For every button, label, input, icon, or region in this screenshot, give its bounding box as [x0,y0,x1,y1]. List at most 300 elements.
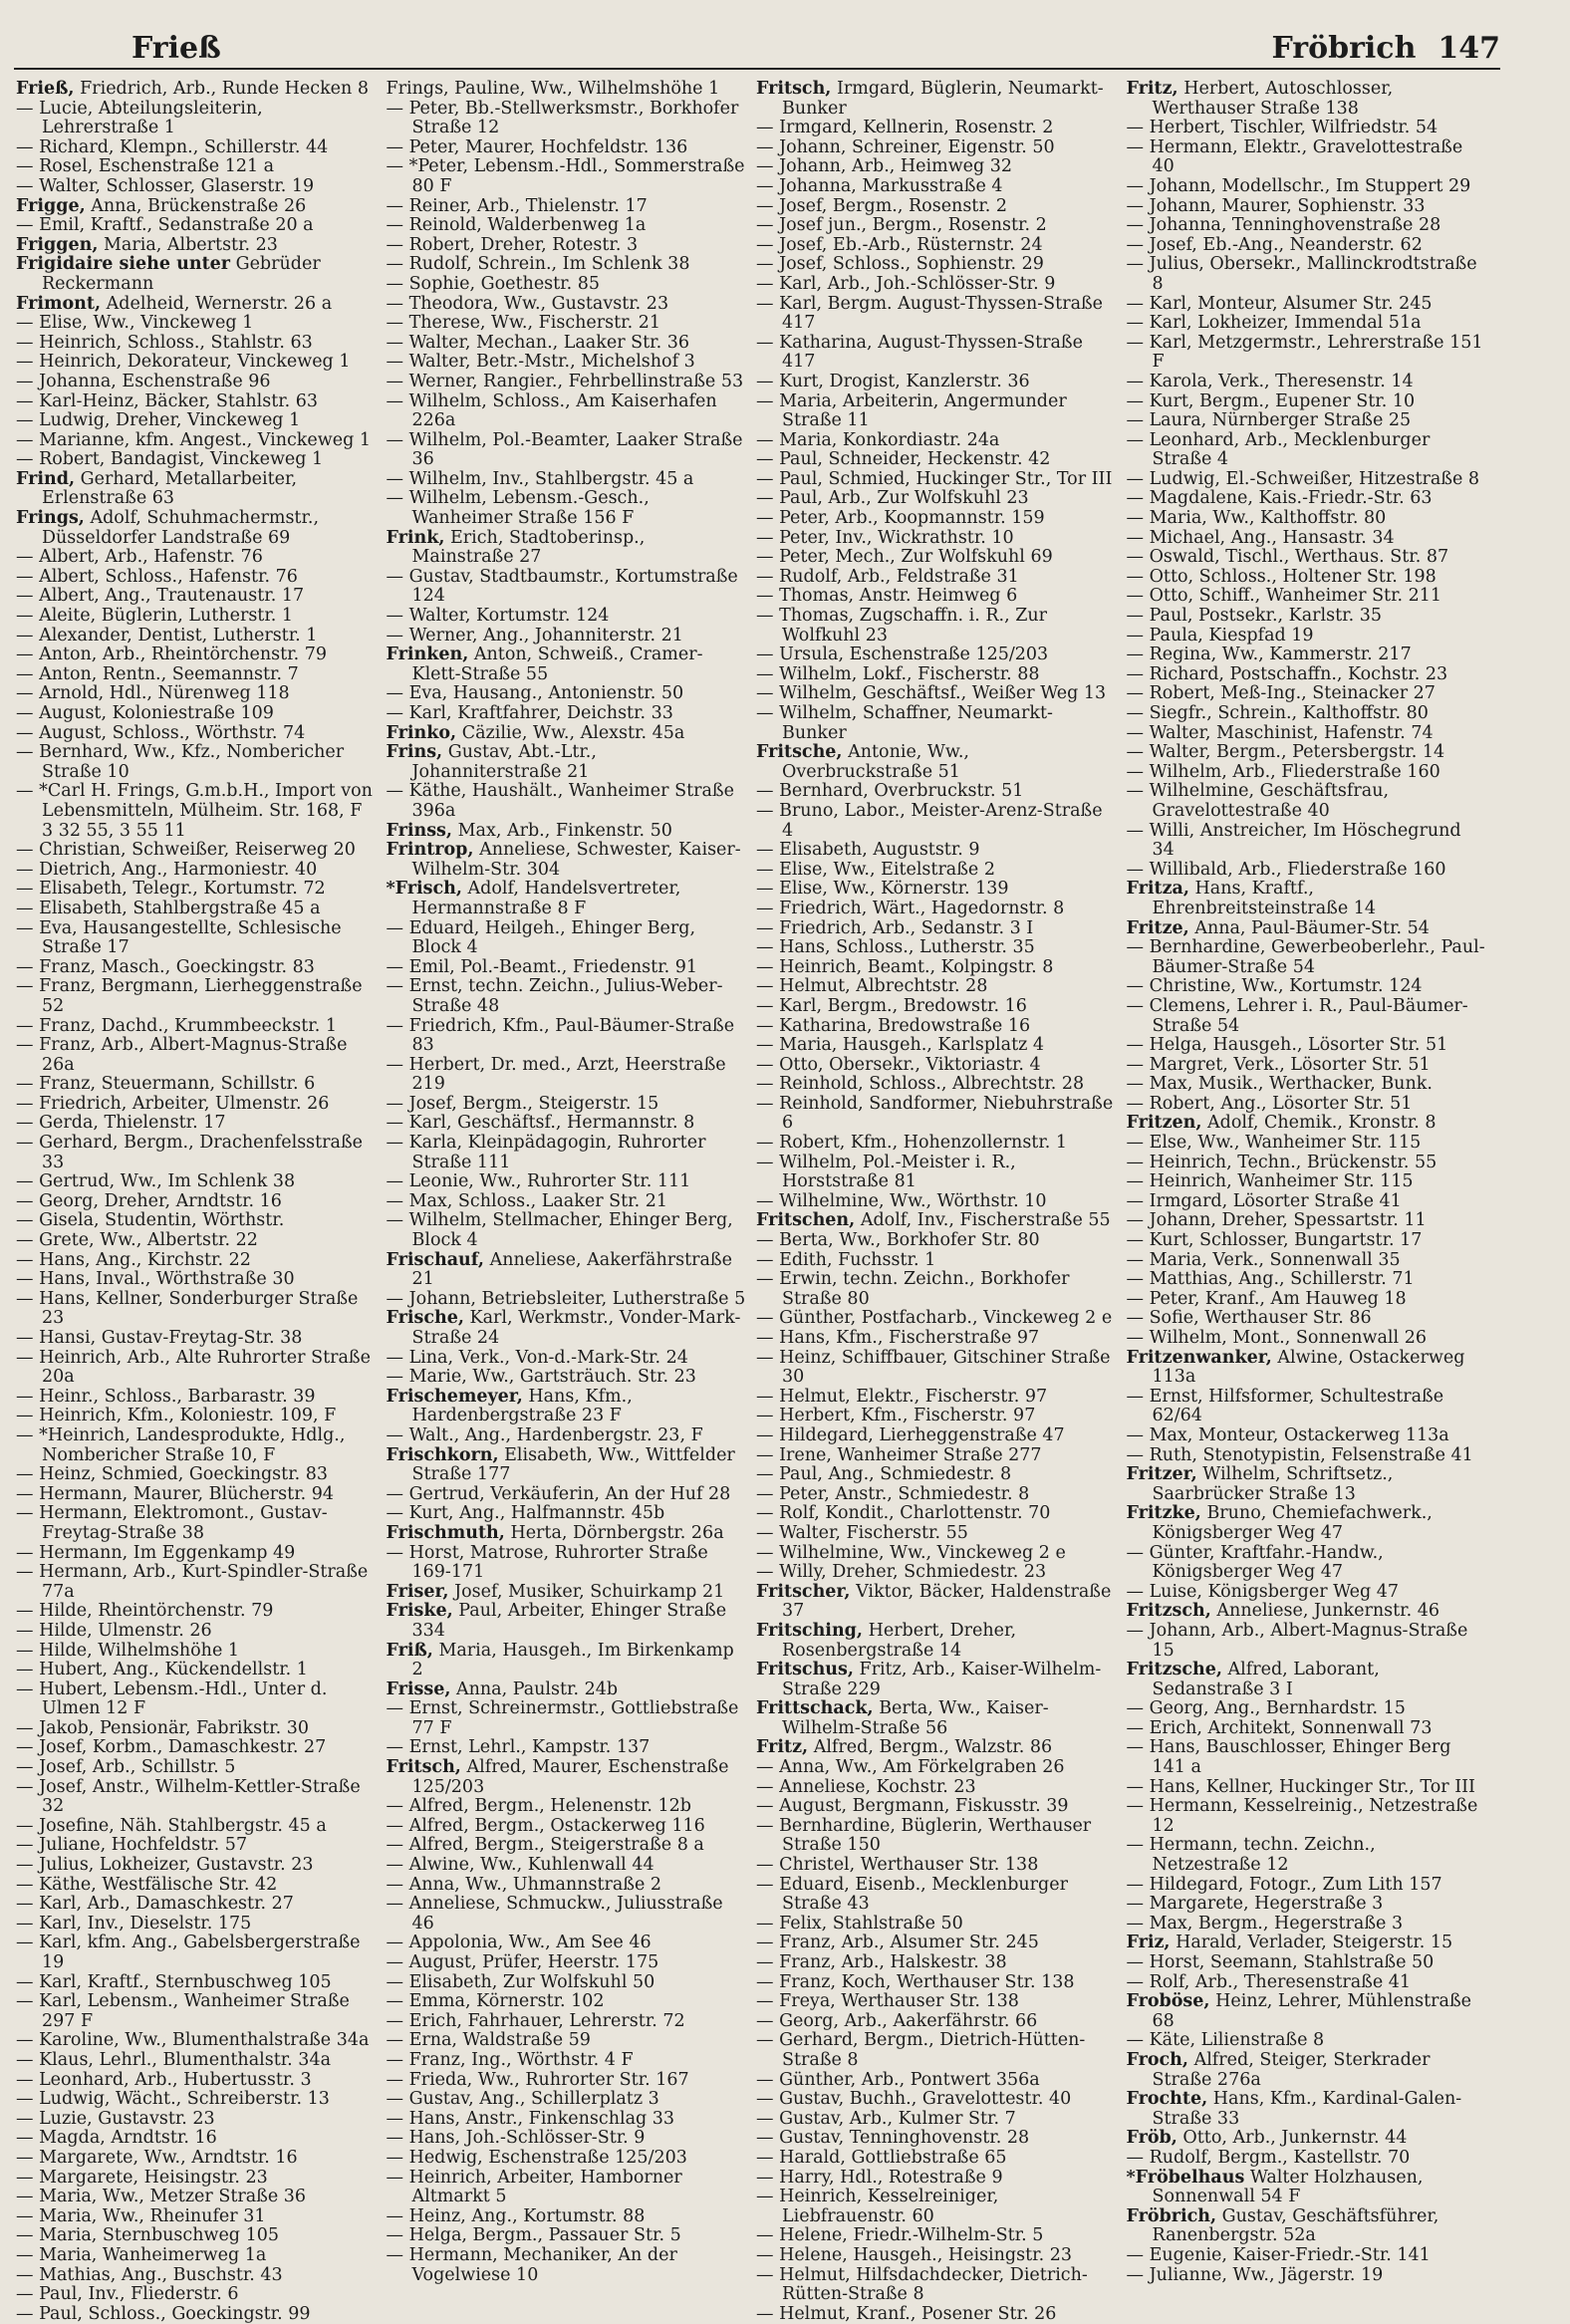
entry-details: — Josef, Anstr., Wilhelm-Kettler-Straße 32 [16,1776,361,1817]
directory-entry [16,2246,377,2266]
directory-entry-surname [16,80,377,100]
directory-entry [756,2090,1117,2110]
entry-details: — Willibald, Arb., Fliederstraße 160 [1126,859,1446,880]
surname: Fritzsche, [1126,1660,1222,1680]
entry-details: — Julius, Obersekr., Mallinckrodtstraße 8 [1126,254,1477,294]
directory-entry [756,373,1117,392]
entry-details: — Franz, Bergmann, Lierheggenstraße 52 [16,976,363,1016]
entry-details: — Ernst, techn. Zeichn., Julius-Weber-Straße 48 [386,976,723,1016]
directory-entry [16,1602,377,1622]
directory-entry [16,1134,377,1172]
entry-details: — Christine, Ww., Kortumstr. 124 [1126,976,1423,997]
directory-entry [387,1934,747,1953]
entry-details: — Margarete, Hegerstraße 3 [1126,1894,1384,1915]
directory-entry [387,684,747,704]
entry-details: — Karola, Verk., Theresenstr. 14 [1126,371,1414,391]
entry-details: — Franz, Arb., Albert-Magnus-Straße 26a [16,1035,348,1075]
directory-entry [756,1485,1117,1505]
directory-entry [756,1973,1117,1993]
entry-details: Max, Arb., Finkenstr. 50 [457,820,672,841]
entry-details: — Kurt, Schlosser, Bungartstr. 17 [1126,1230,1423,1251]
entry-details: — Robert, Ang., Lösorter Str. 51 [1126,1093,1413,1114]
entry-details: — Karl, Monteur, Alsumer Str. 245 [1126,293,1433,314]
directory-entry [387,2129,747,2149]
directory-entry [16,450,377,470]
entry-details: — Anna, Ww., Am Förkelgraben 26 [756,1757,1065,1778]
entry-details: Walter Holzhausen, Sonnenwall 54 F [1152,2167,1424,2207]
entry-details: — Erwin, techn. Zeichn., Borkhofer Straße 80 [756,1269,1070,1309]
entry-details: Anna, Brückenstraße 26 [91,195,307,216]
surname: Fritsch, [756,79,832,99]
directory-entry [387,1953,747,1973]
surname: Frimont, [16,293,102,314]
directory-entry [16,704,377,724]
entry-details: — Eugenie, Kaiser-Friedr.-Str. 141 [1126,2244,1431,2265]
directory-entry [16,411,377,431]
directory-entry [16,373,377,392]
directory-entry-surname [756,743,1117,782]
directory-entry [756,509,1117,529]
directory-entry-surname [16,509,377,548]
entry-details: — Hilde, Wilhelmshöhe 1 [16,1640,240,1661]
entry-details: — Berta, Ww., Borkhofer Str. 80 [756,1230,1040,1251]
directory-entry [16,2285,377,2305]
entry-details: — Käthe, Westfälische Str. 42 [16,1874,278,1895]
directory-entry-surname [1127,80,1487,119]
directory-entry-surname [1127,1934,1487,1953]
entry-details: — Heinrich, Beamt., Kolpingstr. 8 [756,956,1054,977]
directory-entry [756,2169,1117,2189]
directory-entry [1127,724,1487,744]
surname: Fritzen, [1126,1113,1202,1134]
entry-details: — Harald, Gottliebstraße 65 [756,2147,1007,2168]
directory-entry [387,1368,747,1388]
entry-details: Alfred, Maurer, Eschenstraße 125/203 [411,1757,729,1797]
entry-details: — Dietrich, Ang., Harmoniestr. 40 [16,859,318,880]
entry-details: — Friedrich, Arbeiter, Ulmenstr. 26 [16,1093,330,1114]
column-4 [1127,80,1487,2324]
directory-entry [16,958,377,978]
directory-entry [1127,1134,1487,1154]
directory-entry [16,2090,377,2110]
entry-details: — Magda, Arndtstr. 16 [16,2128,217,2149]
directory-entry [756,1544,1117,1564]
directory-entry [1127,1036,1487,1056]
directory-entry [756,919,1117,939]
directory-entry [387,236,747,256]
directory-entry [16,861,377,881]
entry-details: Anna, Paul-Bäumer-Str. 54 [1194,917,1430,938]
entry-details: Josef, Musiker, Schuirkamp 21 [454,1581,725,1602]
entry-details: — Elise, Ww., Eitelstraße 2 [756,859,995,880]
directory-entry [1127,1192,1487,1212]
entry-details: — Karl-Heinz, Bäcker, Stahlstr. 63 [16,390,319,411]
entry-details: — Maria, Ww., Metzer Straße 36 [16,2187,307,2207]
entry-details: — Lucie, Abteilungsleiterin, Lehrerstraße 1 [16,98,263,138]
entry-details: — Christel, Werthauser Str. 138 [756,1855,1039,1876]
directory-entry [387,958,747,978]
directory-entry [16,568,377,588]
entry-details: Anton, Schweiß., Cramer-Klett-Straße 55 [411,645,703,684]
entry-details: — Walter, Bergm., Petersbergstr. 14 [1126,742,1445,763]
directory-entry [1127,1231,1487,1251]
directory-entry [756,958,1117,978]
surname: Froch, [1126,2049,1188,2070]
entry-details: — Eva, Hausangestellte, Schlesische Straße 17 [16,917,342,958]
entry-details: — Hansi, Gustav-Freytag-Str. 38 [16,1328,303,1348]
directory-entry [16,880,377,900]
surname: Fritschen, [756,1210,856,1231]
entry-details: — Wilhelm, Stellmacher, Ehinger Berg, Block 4 [386,1210,733,1251]
entry-details: — Wilhelm, Pol.-Meister i. R., Horststraße 81 [756,1152,1016,1192]
entry-details: — Ernst, Lehrl., Kampstr. 137 [386,1737,651,1758]
entry-details: — Bernhard, Ww., Kfz., Nombericher Straße 10 [16,742,345,782]
directory-entry [1127,529,1487,549]
entry-details: — Karl, Metzgermstr., Lehrerstraße 151 F [1126,332,1483,373]
entry-details: — Karl, kfm. Ang., Gabelsbergerstraße 19 [16,1933,361,1972]
surname: Frigidaire siehe unter [16,254,231,275]
entry-details: — Luzie, Gustavstr. 23 [16,2108,215,2129]
entry-details: — Josef, Korbm., Damaschkestr. 27 [16,1737,327,1758]
directory-entry [1127,1738,1487,1777]
entry-details: — Sofie, Werthauser Str. 86 [1126,1308,1372,1329]
entry-details: — Rosel, Eschenstraße 121 a [16,156,275,177]
entry-details: — Hermann, Elektr., Gravelottestraße 40 [1126,136,1463,177]
surname: *Fröbelhaus [1126,2167,1245,2188]
entry-details: — Hermann, Maurer, Blücherstr. 94 [16,1483,335,1504]
column-2 [387,80,747,2324]
surname: Fritsche, [756,742,843,763]
entry-details: — Franz, Masch., Goeckingstr. 83 [16,956,315,977]
entry-details: — Rolf, Kondit., Charlottenstr. 70 [756,1503,1051,1524]
directory-entry [756,1778,1117,1798]
entry-details: — Otto, Schiff., Wanheimer Str. 211 [1126,586,1442,607]
directory-entry [1127,295,1487,315]
entry-details: — Friedrich, Kfm., Paul-Bäumer-Straße 83 [386,1015,735,1056]
entry-details: — Maria, Verk., Sonnenwall 35 [1126,1249,1401,1270]
directory-entry [756,1134,1117,1154]
directory-entry [1127,1154,1487,1173]
directory-entry [16,431,377,451]
entry-details: — Bernhard, Overbruckstr. 51 [756,781,1024,802]
directory-entry [16,646,377,665]
directory-entry [1127,1388,1487,1426]
page-number: 147 [1438,31,1500,66]
entry-details: — Peter, Anstr., Schmiedestr. 8 [756,1483,1030,1504]
entry-details: — August, Koloniestraße 109 [16,703,274,723]
entry-details: Berta, Ww., Kaiser-Wilhelm-Straße 56 [782,1698,1049,1738]
directory-entry [756,1817,1117,1856]
directory-entry [387,275,747,295]
entry-details: — Gerda, Thielenstr. 17 [16,1113,226,1134]
directory-entry [387,1836,747,1856]
entry-details: — Rudolf, Arb., Feldstraße 31 [756,566,1019,587]
directory-entry-surname [756,1622,1117,1661]
directory-entry [16,2266,377,2286]
entry-details: Herbert, Dreher, Rosenbergstraße 14 [782,1620,1017,1661]
entry-details: — Christian, Schweißer, Reiserweg 20 [16,840,356,861]
entry-details: — Margret, Verk., Lösorter Str. 51 [1126,1054,1431,1075]
directory-entry [1127,1329,1487,1349]
entry-details: — Heinrich, Wanheimer Str. 115 [1126,1171,1414,1192]
directory-entry [16,177,377,197]
entry-details: — Lina, Verk., Von-d.-Mark-Str. 24 [386,1347,688,1368]
directory-entry [387,607,747,627]
directory-entry [16,216,377,236]
surname: Frintrop, [386,840,474,861]
directory-entry [756,587,1117,607]
entry-details: Alwine, Ostackerweg 113a [1152,1347,1465,1388]
entry-details: — Emil, Kraftf., Sedanstraße 20 a [16,215,314,236]
directory-entry [756,2266,1117,2305]
entry-details: — Wilhelmine, Geschäftsfrau, Gravelottestraße 40 [1126,781,1390,821]
column-1 [16,80,377,2324]
entry-details: — Alfred, Bergm., Ostackerweg 116 [386,1815,705,1836]
entry-details: — Gertrud, Ww., Im Schlenk 38 [16,1171,296,1192]
directory-entry [756,1446,1117,1466]
directory-entry [1127,861,1487,881]
directory-entry-surname [756,1661,1117,1699]
directory-entry [16,1895,377,1915]
entry-details: — Hans, Kfm., Fischerstraße 97 [756,1328,1040,1348]
directory-entry [756,255,1117,275]
entry-details: — Walter, Fischerstr. 55 [756,1522,968,1543]
directory-entry [16,1973,377,1993]
directory-entry [16,977,377,1016]
entry-details: — Heinrich, Kfm., Koloniestr. 109, F [16,1406,337,1426]
surname: Friz, [1126,1933,1171,1953]
entry-details: — Erna, Waldstraße 59 [386,2030,591,2051]
directory-entry [1127,1290,1487,1310]
directory-entry [756,1934,1117,1953]
entry-details: — Otto, Schloss., Holtener Str. 198 [1126,566,1437,587]
surname: Fritsch, [386,1757,461,1778]
directory-entry [756,1056,1117,1076]
entry-details: Gustav, Abt.-Ltr., Johanniterstraße 21 [411,742,597,782]
surname: Frings, [16,508,85,529]
entry-details: — Reinold, Walderbenweg 1a [386,215,647,236]
directory-entry [756,334,1117,373]
entry-details: — Thomas, Anstr. Heimweg 6 [756,586,1018,607]
entry-details: — Magdalene, Kais.-Friedr.-Str. 63 [1126,488,1433,509]
directory-entry [756,704,1117,743]
directory-entry [1127,646,1487,665]
directory-entry [16,2129,377,2149]
entry-details: — Karl, Geschäftsf., Hermannstr. 8 [386,1113,695,1134]
directory-entry [756,1036,1117,1056]
entry-details: — Paul, Inv., Fliederstr. 6 [16,2284,239,2305]
directory-entry [16,841,377,861]
entry-details: — Erich, Architekt, Sonnenwall 73 [1126,1717,1433,1738]
entry-details: — Heinrich, Arb., Alte Ruhrorter Straße 20a [16,1347,371,1388]
directory-entry [1127,119,1487,138]
entry-details: Adolf, Chemik., Kronstr. 8 [1207,1113,1437,1134]
directory-entry [16,1290,377,1329]
entry-details: — Hans, Anstr., Finkenschlag 33 [386,2108,675,2129]
entry-details: — Else, Ww., Wanheimer Str. 115 [1126,1133,1422,1154]
surname: Fritzer, [1126,1464,1197,1485]
entry-details: — Georg, Dreher, Arndtstr. 16 [16,1190,282,1211]
entry-details: — Wilhelm, Lokf., Fischerstr. 88 [756,663,1040,684]
entry-details: — August, Schloss., Wörthstr. 74 [16,722,306,743]
entry-details: — Franz, Steuermann, Schillstr. 6 [16,1074,316,1095]
entry-details: Irmgard, Büglerin, Neumarkt-Bunker [782,79,1104,119]
surname: Fritza, [1126,879,1189,900]
directory-entry [1127,627,1487,646]
directory-entry [756,841,1117,861]
entry-details: — Kurt, Bergm., Eupener Str. 10 [1126,390,1416,411]
entry-details: — Edith, Fuchsstr. 1 [756,1249,936,1270]
directory-entry [16,1114,377,1134]
directory-entry [387,1172,747,1192]
entry-details: Alfred, Steiger, Sterkrader Straße 276a [1152,2049,1431,2090]
entry-details: — Franz, Koch, Werthauser Str. 138 [756,1971,1075,1992]
directory-entry [756,1270,1117,1309]
entry-details: — Heinr., Schloss., Barbarastr. 39 [16,1386,316,1407]
entry-details: — Josef, Eb.-Arb., Rüsternstr. 24 [756,234,1043,255]
entry-details: — Helmut, Hilfsdachdecker, Dietrich-Rütten-Straße 8 [756,2264,1088,2305]
entry-details: — Leonhard, Arb., Mecklenburger Straße 4 [1126,429,1431,470]
entry-details: — Herbert, Tischler, Wilfriedstr. 54 [1126,118,1439,138]
directory-entry-surname [387,1524,747,1544]
directory-entry [1127,1426,1487,1446]
entry-details: — Alfred, Bergm., Steigerstraße 8 a [386,1835,704,1856]
surname: Fröb, [1126,2128,1178,2149]
surname: Frind, [16,468,76,489]
entry-details: — Heinz, Schmied, Goeckingstr. 83 [16,1464,329,1485]
directory-entry [387,2226,747,2246]
directory-entry [16,1349,377,1388]
directory-entry [16,138,377,158]
directory-entry [16,1661,377,1680]
directory-entry [756,197,1117,217]
directory-entry [1127,2031,1487,2051]
directory-entry-surname [1127,1465,1487,1504]
directory-entry [16,1504,377,1543]
directory-entry [16,1192,377,1212]
directory-entry [387,1992,747,2012]
directory-entry [756,1876,1117,1915]
directory-entry [16,2071,377,2091]
directory-entry [16,724,377,744]
directory-entry [387,431,747,470]
directory-entry [387,392,747,431]
entry-details: — Wilhelm, Schaffner, Neumarkt-Bunker [756,703,1053,743]
directory-entry [16,1622,377,1642]
entry-details: Maria, Albertstr. 23 [104,234,278,255]
entry-details: — Arnold, Hdl., Nürenweg 118 [16,683,290,704]
directory-entry [387,100,747,138]
entry-details: — Regina, Ww., Kammerstr. 217 [1126,645,1412,665]
entry-details: — Hermann, Elektromont., Gustav-Freytag-Straße 38 [16,1503,328,1543]
directory-entry [1127,1251,1487,1271]
entry-details: — Karoline, Ww., Blumenthalstraße 34a [16,2030,370,2051]
right-running-keyword: Fröbrich [1271,31,1417,66]
entry-details: — Johann, Dreher, Spessartstr. 11 [1126,1210,1427,1231]
directory-entry [1127,587,1487,607]
directory-entry [387,2207,747,2227]
directory-entry [387,1699,747,1738]
entry-details: — Wilhelm, Pol.-Beamter, Laaker Straße 36 [386,429,743,470]
directory-entry [756,489,1117,509]
entry-details: — Oswald, Tischl., Werthaus. Str. 87 [1126,547,1449,568]
entry-details: — Ruth, Stenotypistin, Felsenstraße 41 [1126,1444,1473,1465]
directory-entry [16,334,377,354]
directory-entry [387,2090,747,2110]
surname: Fritscher, [756,1581,851,1602]
directory-entry [387,2031,747,2051]
directory-entry [756,1524,1117,1544]
directory-entry [1127,1797,1487,1836]
entry-details: Erich, Stadtoberinsp., Mainstraße 27 [411,527,646,568]
directory-entry [387,1504,747,1524]
running-head-right [1272,31,1500,66]
directory-entry [16,1758,377,1778]
directory-entry-surname [1127,2129,1487,2149]
directory-entry [756,2246,1117,2266]
directory-entry [16,1329,377,1349]
entry-details: Paul, Arbeiter, Ehinger Straße 334 [411,1601,727,1641]
directory-entry [16,157,377,177]
surname: Frischauf, [386,1249,485,1270]
entry-details: Anneliese, Junkernstr. 46 [1216,1601,1439,1622]
entry-details: — Robert, Bandagist, Vinckeweg 1 [16,449,324,470]
entry-details: — Irmgard, Kellnerin, Rosenstr. 2 [756,118,1054,138]
entry-details: — Horst, Seemann, Stahlstraße 50 [1126,1952,1435,1972]
entry-details: — Herbert, Kfm., Fischerstr. 97 [756,1406,1036,1426]
directory-entry [756,119,1117,138]
entry-details: — Franz, Ing., Wörthstr. 4 F [386,2049,634,2070]
entry-details: — Maria, Wanheimerweg 1a [16,2244,267,2265]
directory-entry [387,1797,747,1817]
surname: Frochte, [1126,2089,1208,2110]
entry-details: — Jakob, Pensionär, Fabrikstr. 30 [16,1717,309,1738]
surname: Froböse, [1126,1991,1210,2012]
directory-entry [387,138,747,158]
entry-details: Herta, Dörnbergstr. 26a [510,1522,724,1543]
entry-details: — Georg, Ang., Bernhardstr. 15 [1126,1698,1406,1719]
entry-details: — Julius, Lokheizer, Gustavstr. 23 [16,1855,314,1876]
directory-entry [16,1719,377,1739]
entry-details: Anneliese, Schwester, Kaiser-Wilhelm-Str. 304 [411,840,741,880]
directory-entry-surname [756,1738,1117,1758]
directory-entry-surname [16,197,377,217]
directory-entry [756,802,1117,841]
entry-details: Adolf, Inv., Fischerstraße 55 [860,1210,1111,1231]
directory-entry-surname [1127,880,1487,918]
directory-entry [1127,1836,1487,1875]
surname: Frieß, [16,79,75,99]
directory-entry-surname [756,1211,1117,1231]
entry-details: — Marianne, kfm. Angest., Vinckeweg 1 [16,429,371,450]
directory-entry [756,646,1117,665]
directory-entry [387,2169,747,2207]
entry-details: — Günther, Postfacharb., Vinckeweg 2 e [756,1308,1113,1329]
surname: Fritschus, [756,1660,854,1680]
entry-details: — Erich, Fahrhauer, Lehrerstr. 72 [386,2010,685,2031]
column-3 [756,80,1117,2324]
directory-entry [387,782,747,821]
directory-entry [756,1251,1117,1271]
directory-entry [1127,1095,1487,1115]
entry-details: — Heinrich, Arbeiter, Hamborner Altmarkt 5 [386,2167,682,2207]
directory-entry [756,138,1117,158]
entry-details: Harald, Verlader, Steigerstr. 15 [1176,1933,1453,1953]
entry-details: — Johanna, Tenninghovenstraße 28 [1126,215,1441,236]
entry-details: — Walter, Betr.-Mstr., Michelshof 3 [386,352,695,373]
entry-details: — Josef, Eb.-Ang., Neanderstr. 62 [1126,234,1423,255]
entry-details: — Heinrich, Kesselreiniger, Liebfrauenstr. 60 [756,2187,999,2226]
